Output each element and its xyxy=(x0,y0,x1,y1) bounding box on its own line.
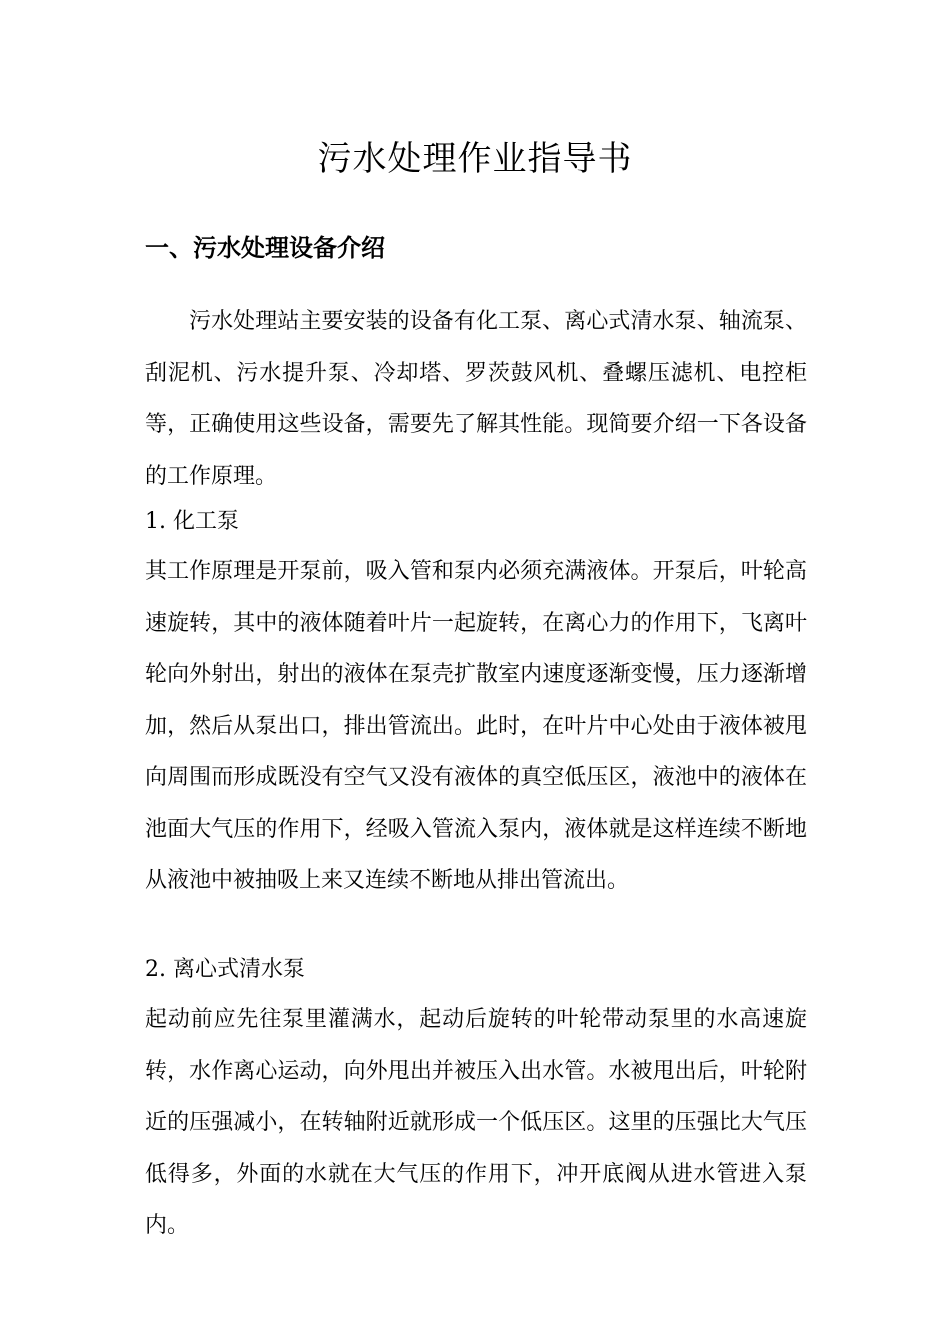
item-title-chemical-pump: 1. 化工泵 xyxy=(145,509,239,534)
section-heading: 一、污水处理设备介绍 xyxy=(145,234,385,262)
item-text-centrifugal-pump: 起动前应先往泵里灌满水，起动后旋转的叶轮带动泵里的水高速旋转，水作离心运动，向外甩出并被压入出水管。水被甩出后，叶轮附近的压强减小，在转轴附近就形成一个低压区。这里的压强比大气压低得多，外面的水就在大气压的作用下，冲开底阀从进水管进入泵内。 xyxy=(145,1007,807,1238)
item-title-centrifugal-pump: 2. 离心式清水泵 xyxy=(145,957,305,982)
document-title: 污水处理作业指导书 xyxy=(317,139,633,179)
intro-paragraph: 污水处理站主要安装的设备有化工泵、离心式清水泵、轴流泵、刮泥机、污水提升泵、冷却塔、罗茨鼓风机、叠螺压滤机、电控柜等，正确使用这些设备，需要先了解其性能。现简要介绍一下各设备的工作原理。 xyxy=(145,309,807,489)
item-text-chemical-pump: 其工作原理是开泵前，吸入管和泵内必须充满液体。开泵后，叶轮高速旋转，其中的液体随着叶片一起旋转，在离心力的作用下，飞离叶轮向外射出，射出的液体在泵壳扩散室内速度逐渐变慢，压力逐渐增加，然后从泵出口，排出管流出。此时，在叶片中心处由于液体被甩向周围而形成既没有空气又没有液体的真空低压区，液池中的液体在池面大气压的作用下，经吸入管流入泵内，液体就是这样连续不断地从液池中被抽吸上来又连续不断地从排出管流出。 xyxy=(145,559,807,893)
